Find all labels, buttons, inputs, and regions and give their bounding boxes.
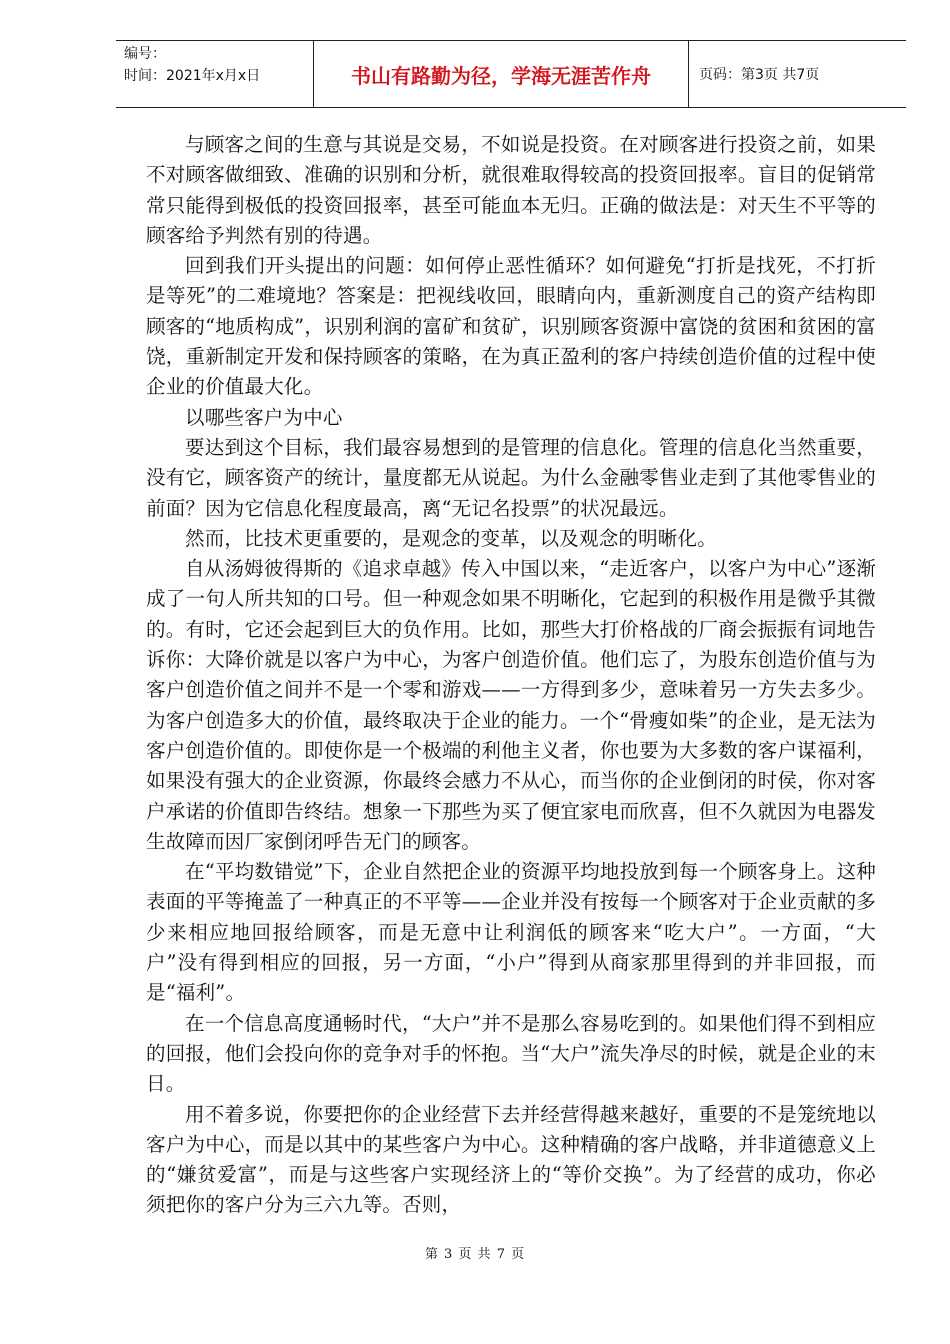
header-table [116, 40, 906, 108]
paragraph: 在“平均数错觉”下，企业自然把企业的资源平均地投放到每一个顾客身上。这种表面的平等掩盖了一种真正的不平等——企业并没有按每一个顾客对于企业贡献的多少来相应地回报给顾客，而是无意中让利润低的顾客来“吃大户”。一方面，“大户”没有得到相应的回报，另一方面，“小户”得到从商家那里得到的并非回报，而是“福利”。 [146, 860, 876, 1005]
footer-page-number: 第 3 页 共 7 页 [424, 1247, 526, 1262]
header-meta-cell [116, 41, 314, 107]
page-info-cell [689, 41, 906, 107]
paragraph: 在一个信息高度通畅时代，“大户”并不是那么容易吃到的。如果他们得不到相应的回报，他们会投向你的竞争对手的怀抱。当“大户”流失净尽的时候，就是企业的末日。 [146, 1011, 876, 1096]
document-body [146, 130, 876, 1221]
page-info-text: 页码：第3页 共7页 [699, 67, 820, 83]
number-label: 编号： [124, 46, 166, 62]
paragraph: 用不着多说，你要把你的企业经营下去并经营得越来越好，重要的不是笼统地以客户为中心，而是以其中的某些客户为中心。这种精确的客户战略，并非道德意义上的“嫌贫爱富”，而是与这些客户实现经济上的“等价交换”。为了经营的成功，你必须把你的客户分为三六九等。否则， [146, 1102, 876, 1217]
paragraph: 自从汤姆彼得斯的《追求卓越》传入中国以来，“走近客户，以客户为中心”逐渐成了一句人所共知的口号。但一种观念如果不明晰化，它起到的积极作用是微乎其微的。有时，它还会起到巨大的负作用。比如，那些大打价格战的厂商会振振有词地告诉你：大降价就是以客户为中心，为客户创造价值。他们忘了，为股东创造价值与为客户创造价值之间并不是一个零和游戏——一方得到多少，意味着另一方失去多少。为客户创造多大的价值，最终取决于企业的能力。一个“骨瘦如柴”的企业，是无法为客户创造价值的。即使你是一个极端的利他主义者，你也要为大多数的客户谋福利，如果没有强大的企业资源，你最终会感力不从心，而当你的企业倒闭的时侯，你对客户承诺的价值即告终结。想象一下那些为买了便宜家电而欣喜，但不久就因为电器发生故障而因厂家倒闭呼告无门的顾客。 [146, 557, 876, 853]
paragraph: 回到我们开头提出的问题：如何停止恶性循环？如何避免“打折是找死，不打折是等死”的二难境地？答案是：把视线收回，眼睛向内，重新测度自己的资产结构即顾客的“地质构成”，识别利润的富矿和贫矿，识别顾客资源中富饶的贫困和贫困的富饶，重新制定开发和保持顾客的策略，在为真正盈利的客户持续创造价值的过程中使企业的价值最大化。 [146, 254, 876, 399]
paragraph: 要达到这个目标，我们最容易想到的是管理的信息化。管理的信息化当然重要，没有它，顾客资产的统计，量度都无从说起。为什么金融零售业走到了其他零售业的前面？因为它信息化程度最高，离“无记名投票”的状况最远。 [146, 435, 876, 520]
paragraph: 与顾客之间的生意与其说是交易，不如说是投资。在对顾客进行投资之前，如果不对顾客做细致、准确的识别和分析，就很难取得较高的投资回报率。盲目的促销常常只能得到极低的投资回报率，甚至可能血本无归。正确的做法是：对天生不平等的顾客给予判然有别的待遇。 [146, 133, 876, 247]
paragraph: 然而，比技术更重要的，是观念的变革，以及观念的明晰化。 [185, 526, 717, 550]
section-heading: 以哪些客户为中心 [185, 405, 343, 429]
motto-text: 书山有路勤为径，学海无涯苦作舟 [351, 63, 651, 88]
motto-cell [314, 41, 689, 107]
time-label: 时间：2021年x月x日 [124, 68, 261, 84]
page-footer [0, 1243, 950, 1262]
